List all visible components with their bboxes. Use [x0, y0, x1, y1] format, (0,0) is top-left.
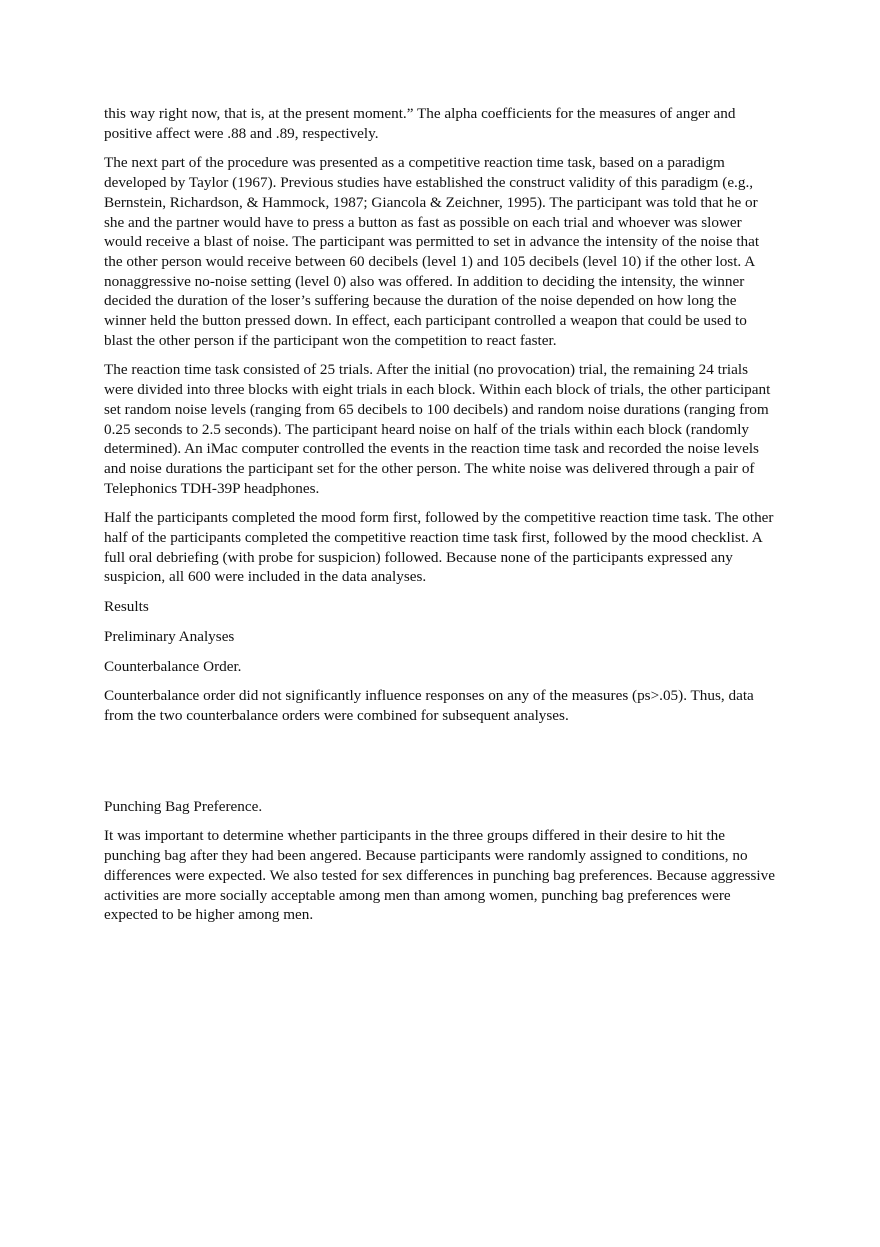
section-spacer — [104, 736, 776, 797]
heading-punching-bag-preference: Punching Bag Preference. — [104, 797, 263, 815]
paragraph-reaction-time-procedure: The next part of the procedure was presented as a competitive reaction time task, based on a paradigm developed by Taylor (1967). Previous studies have established the construct validity of this paradigm (e.g., Bernstein, Richardson, & Hammock, 1987; Giancola & Zeichner, 1995). The participant was told that he or she and the partner would have to press a button as fast as possible on each trial and whoever was slower would receive a blast of noise. The participant was permitted to set in advance the intensity of the noise that the other person would receive between 60 decibels (level 1) and 105 decibels (level 10) if the other lost. A nonaggressive no-noise setting (level 0) also was offered. In addition to deciding the intensity, the winner decided the duration of the loser’s suffering because the duration of the noise depended on how long the winner held the button pressed down. In effect, each participant controlled a weapon that could be used to blast the other person if the participant won the competition to react faster. — [104, 154, 760, 349]
paragraph-counterbalance-procedure: Half the participants completed the mood form first, followed by the competitive reaction time task. The other half of the participants completed the competitive reaction time task first, followed by the mood checklist. A full oral debriefing (with probe for suspicion) followed. Because none of the participants expressed any suspicion, all 600 were included in the data analyses. — [104, 509, 774, 586]
paragraph-reaction-time-trials: The reaction time task consisted of 25 trials. After the initial (no provocation) trial, the remaining 24 trials were divided into three blocks with eight trials in each block. Within each block of trials, the other participant set random noise levels (ranging from 65 decibels to 100 decibels) and random noise durations (ranging from 0.25 seconds to 2.5 seconds). The participant heard noise on half of the trials within each block (randomly determined). An iMac computer controlled the events in the reaction time task and recorded the noise levels and noise durations the participant set for the other person. The white noise was delivered through a pair of Telephonics TDH-39P headphones. — [104, 361, 771, 497]
heading-counterbalance-order: Counterbalance Order. — [104, 657, 242, 675]
heading-preliminary-analyses: Preliminary Analyses — [104, 627, 235, 645]
paragraph-alpha-coefficients: this way right now, that is, at the present moment.” The alpha coefficients for the measures of anger and positive affect were .88 and .89, respectively. — [104, 105, 736, 142]
document-page — [104, 104, 776, 935]
paragraph-counterbalance-results: Counterbalance order did not significantly influence responses on any of the measures (ps>.05). Thus, data from the two counterbalance orders were combined for subsequent analyses. — [104, 687, 754, 724]
heading-results: Results — [104, 598, 149, 616]
paragraph-punching-bag-preference: It was important to determine whether participants in the three groups differed in their desire to hit the punching bag after they had been angered. Because participants were randomly assigned to conditions, no differences were expected. We also tested for sex differences in punching bag preferences. Because aggressive activities are more socially acceptable among men than among women, punching bag preferences were expected to be higher among men. — [104, 827, 775, 924]
